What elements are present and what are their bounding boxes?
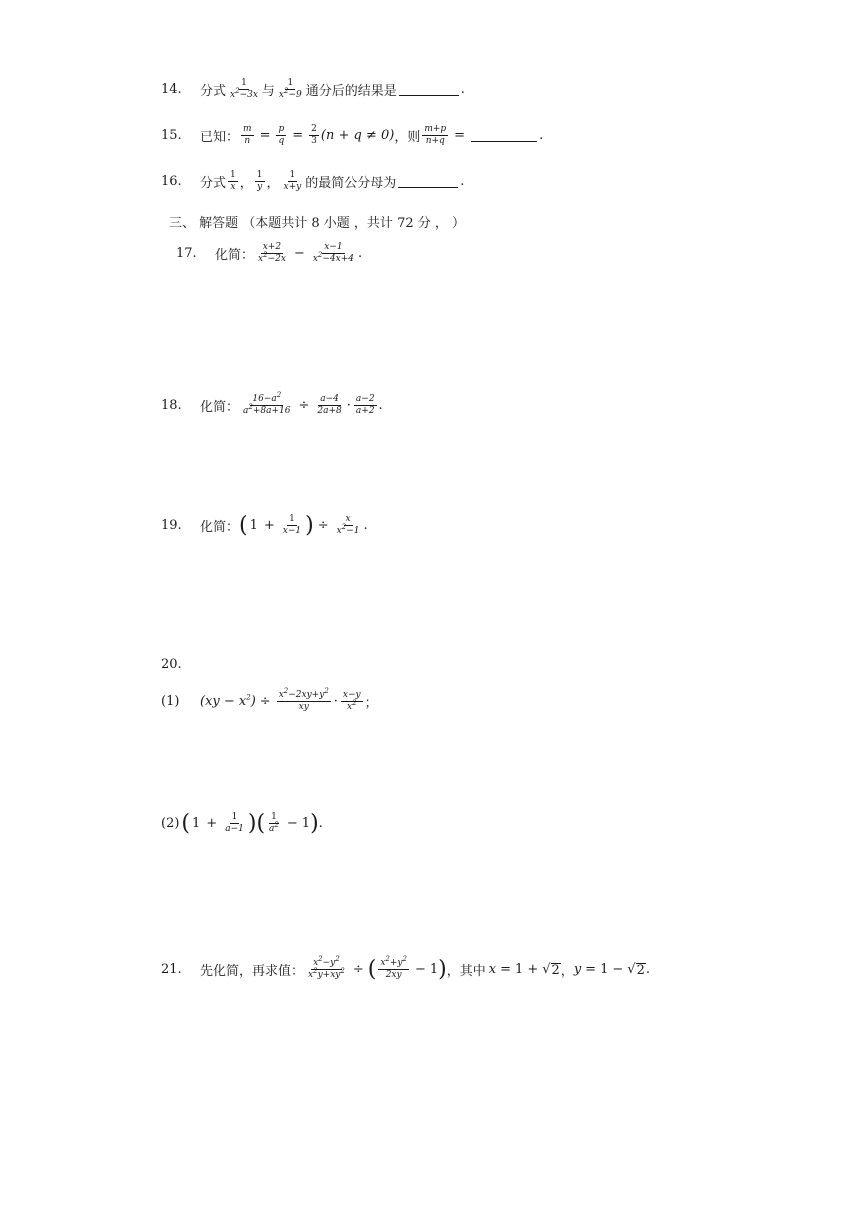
fraction: $\frac{1}{x}$ xyxy=(230,170,236,192)
separator: ， xyxy=(239,176,253,191)
fraction: $\frac{x^2-y^2}{x^2y+xy^2}$ xyxy=(308,955,345,980)
period: . xyxy=(645,962,650,977)
fraction: $\frac{16-a^2}{a^2+8a+16}$ xyxy=(243,391,291,416)
fraction: $\frac{1}{x^2-3x}$ xyxy=(230,78,258,100)
question-20-part-2: (2) ( 1 + $\frac{1}{a-1}$ ) ( $\frac{1}{a^2}$ − 1 ) . xyxy=(161,810,323,836)
part-label: (1) xyxy=(161,694,180,709)
question-text: 通分后的结果是 xyxy=(305,84,397,99)
fraction: $\frac{x}{x^2-1}$ xyxy=(336,514,360,536)
question-text: 与 xyxy=(261,84,275,99)
separator: ， xyxy=(266,176,280,191)
period: . xyxy=(378,398,383,413)
question-number: 16. xyxy=(161,174,182,189)
fraction: $\frac{1}{y}$ xyxy=(256,170,263,192)
question-text: 化简： xyxy=(200,400,240,415)
question-text: 化简： xyxy=(200,520,240,535)
question-text: 分式 xyxy=(200,176,227,191)
answer-blank[interactable] xyxy=(471,129,537,142)
question-number: 15. xyxy=(161,128,182,143)
answer-blank[interactable] xyxy=(399,83,459,96)
semicolon: ； xyxy=(364,696,378,711)
period: . xyxy=(357,246,363,261)
fraction: $\frac{1}{x^2-9}$ xyxy=(278,78,302,100)
condition: (n + q ≠ 0) xyxy=(320,128,395,143)
question-21: 21. 先化简，再求值： $\frac{x^2-y^2}{x^2y+xy^2}$ ÷ ( $\frac{x^2+y^2}{2xy}$ − 1 ) ，其中 x = 1 + √ 2 ， y = 1 − √ 2 . xyxy=(161,955,650,982)
question-18: 18. 化简： $\frac{16-a^2}{a^2+8a+16}$ ÷ $\frac{a-4}{2a+8}$ · $\frac{a-2}{a+2}$ . xyxy=(161,391,383,416)
question-number: 14. xyxy=(161,82,182,97)
period: . xyxy=(460,174,465,189)
period: . xyxy=(460,82,465,97)
fraction: $\frac{a-4}{2a+8}$ xyxy=(317,394,342,416)
fraction: $\frac{2}{3}$ xyxy=(311,124,317,146)
question-19: 19. 化简： ( 1 + $\frac{1}{x-1}$ ) ÷ $\frac{x}{x^2-1}$ . xyxy=(161,512,368,538)
fraction: $\frac{m+p}{n+q}$ xyxy=(424,124,447,146)
part-label: (2) xyxy=(161,816,180,831)
question-15: 15. 已知： $\frac{m}{n}$ = $\frac{p}{q}$ = $\frac{2}{3}$ (n + q ≠ 0) ，则 $\frac{m+p}{n+q}$ = . xyxy=(161,124,544,146)
sqrt-two: √ 2 xyxy=(627,962,645,978)
question-17: 17. 化简： $\frac{x+2}{x^2-2x}$ − $\frac{x-1}{x^2-4x+4}$ . xyxy=(176,242,363,264)
fraction: $\frac{x^2-2xy+y^2}{xy}$ xyxy=(278,687,329,712)
question-14 xyxy=(161,78,465,101)
fraction: $\frac{x+2}{x^2-2x}$ xyxy=(258,242,286,264)
sqrt-two: √ 2 xyxy=(542,962,560,978)
period: . xyxy=(539,128,544,143)
period: . xyxy=(318,816,323,831)
question-text: 已知： xyxy=(200,130,240,145)
answer-blank[interactable] xyxy=(398,175,458,188)
period: . xyxy=(363,518,368,533)
fraction: $\frac{a-2}{a+2}$ xyxy=(355,394,375,416)
question-text: 的最简公分母为 xyxy=(305,176,397,191)
question-text: 分式 xyxy=(200,84,227,99)
question-number: 19. xyxy=(161,518,182,533)
question-text: ，其中 xyxy=(446,964,486,979)
question-number: 21. xyxy=(161,962,182,977)
question-number: 20. xyxy=(161,657,182,672)
fraction: $\frac{1}{a-1}$ xyxy=(225,812,244,834)
question-text: 化简： xyxy=(215,248,255,263)
fraction: $\frac{x-y}{x^2}$ xyxy=(342,690,361,712)
fraction: $\frac{x-1}{x^2-4x+4}$ xyxy=(312,242,354,264)
question-20 xyxy=(161,657,200,672)
fraction: $\frac{1}{a^2}$ xyxy=(269,812,279,834)
question-number: 18. xyxy=(161,398,182,413)
question-text: 先化简，再求值： xyxy=(200,964,305,979)
question-20-part-1: (1) $(xy - x^2)$ ÷ $\frac{x^2-2xy+y^2}{xy}$ · $\frac{x-y}{x^2}$ ； xyxy=(161,687,378,712)
fraction: $\frac{m}{n}$ xyxy=(243,124,252,146)
equals: = xyxy=(454,128,466,143)
fraction: $\frac{p}{q}$ xyxy=(278,124,285,146)
question-16 xyxy=(161,170,464,193)
fraction: $\frac{x^2+y^2}{2xy}$ xyxy=(380,955,407,980)
question-number: 17. xyxy=(176,246,197,261)
fraction: $\frac{1}{x+y}$ xyxy=(283,170,302,192)
fraction: $\frac{1}{x-1}$ xyxy=(282,514,302,536)
section-heading: 三、 解答题 （本题共计 8 小题 ，共计 72 分 ， ） xyxy=(169,216,466,231)
question-text: ，则 xyxy=(394,130,421,145)
